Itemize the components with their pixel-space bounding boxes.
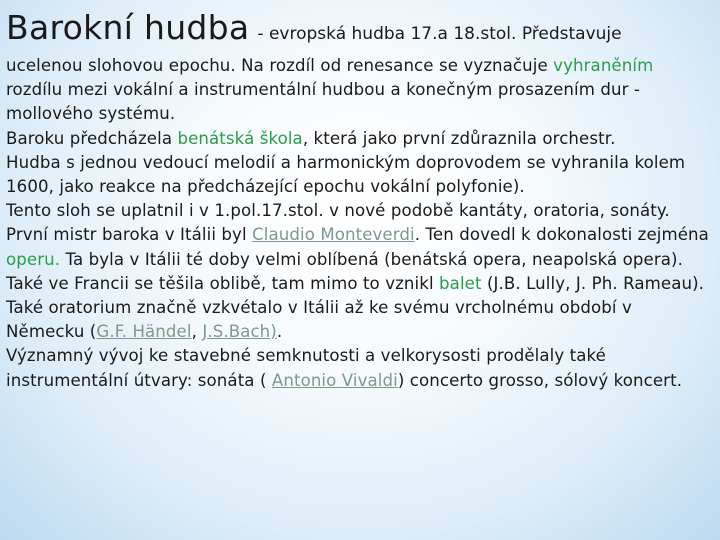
highlight-benatska-skola: benátská škola (177, 128, 303, 148)
link-js-bach[interactable]: J.S.Bach) (202, 322, 277, 342)
highlight-operu: operu. (6, 249, 61, 269)
body-text (6, 54, 712, 393)
paragraph6-text-end: ) concerto grosso, sólový koncert. (397, 370, 683, 390)
paragraph6-text: Významný vývoj ke stavebné semknutosti a velkorysosti prodělaly také instrumentální útvary: sonáta ( (6, 346, 606, 390)
slide-subtitle: - evropská hudba 17.a 18.stol. Představuje (257, 24, 622, 44)
paragraph5-text-f: . (276, 322, 283, 342)
link-claudio-monteverdi[interactable]: Claudio Monteverdi (252, 225, 415, 245)
paragraph1-text: ucelenou slohovou epochu. Na rozdíl od renesance se vyznačuje (6, 56, 554, 75)
paragraph5-text-b: . Ten dovedl k dokonalosti zejména (414, 225, 709, 245)
highlight-vyhranenim: vyhraněním (553, 56, 654, 75)
slide-title: Barokní hudba (6, 8, 250, 47)
paragraph5-text: První mistr baroka v Itálii byl (6, 225, 253, 245)
paragraph2-text: Baroku předcházela (6, 128, 178, 148)
link-gf-handel[interactable]: G.F. Händel (96, 322, 192, 342)
slide-content (6, 8, 712, 393)
paragraph3-text: Hudba s jednou vedoucí melodií a harmonickým doprovodem se vyhranila kolem 1600, jako reakce na předcházející epochu vokální polyfonie). (6, 152, 686, 197)
paragraph2-text-end: , která jako první zdůraznila orchestr. (302, 128, 616, 148)
paragraph5-text-c: Ta byla v Itálii té doby velmi oblíbená (benátská opera, neapolská opera). Také ve Francii se těšila oblibě, tam mimo to vznikl (6, 249, 683, 293)
title-line (6, 8, 712, 54)
paragraph1-text-end: rozdílu mezi vokální a instrumentální hudbou a konečným prosazením dur - mollového systému. (6, 80, 641, 124)
link-antonio-vivaldi[interactable]: Antonio Vivaldi (271, 370, 398, 390)
paragraph5-text-d: (J.B. Lully, J. Ph. Rameau). Také oratorium značně vzkvétalo v Itálii až ke svému vrcholnému období v Německu ( (6, 273, 705, 342)
paragraph5-text-e: , (191, 322, 203, 342)
highlight-balet: balet (439, 273, 482, 293)
paragraph4-text: Tento sloh se uplatnil i v 1.pol.17.stol. v nové podobě kantáty, oratoria, sonáty. (6, 201, 670, 221)
